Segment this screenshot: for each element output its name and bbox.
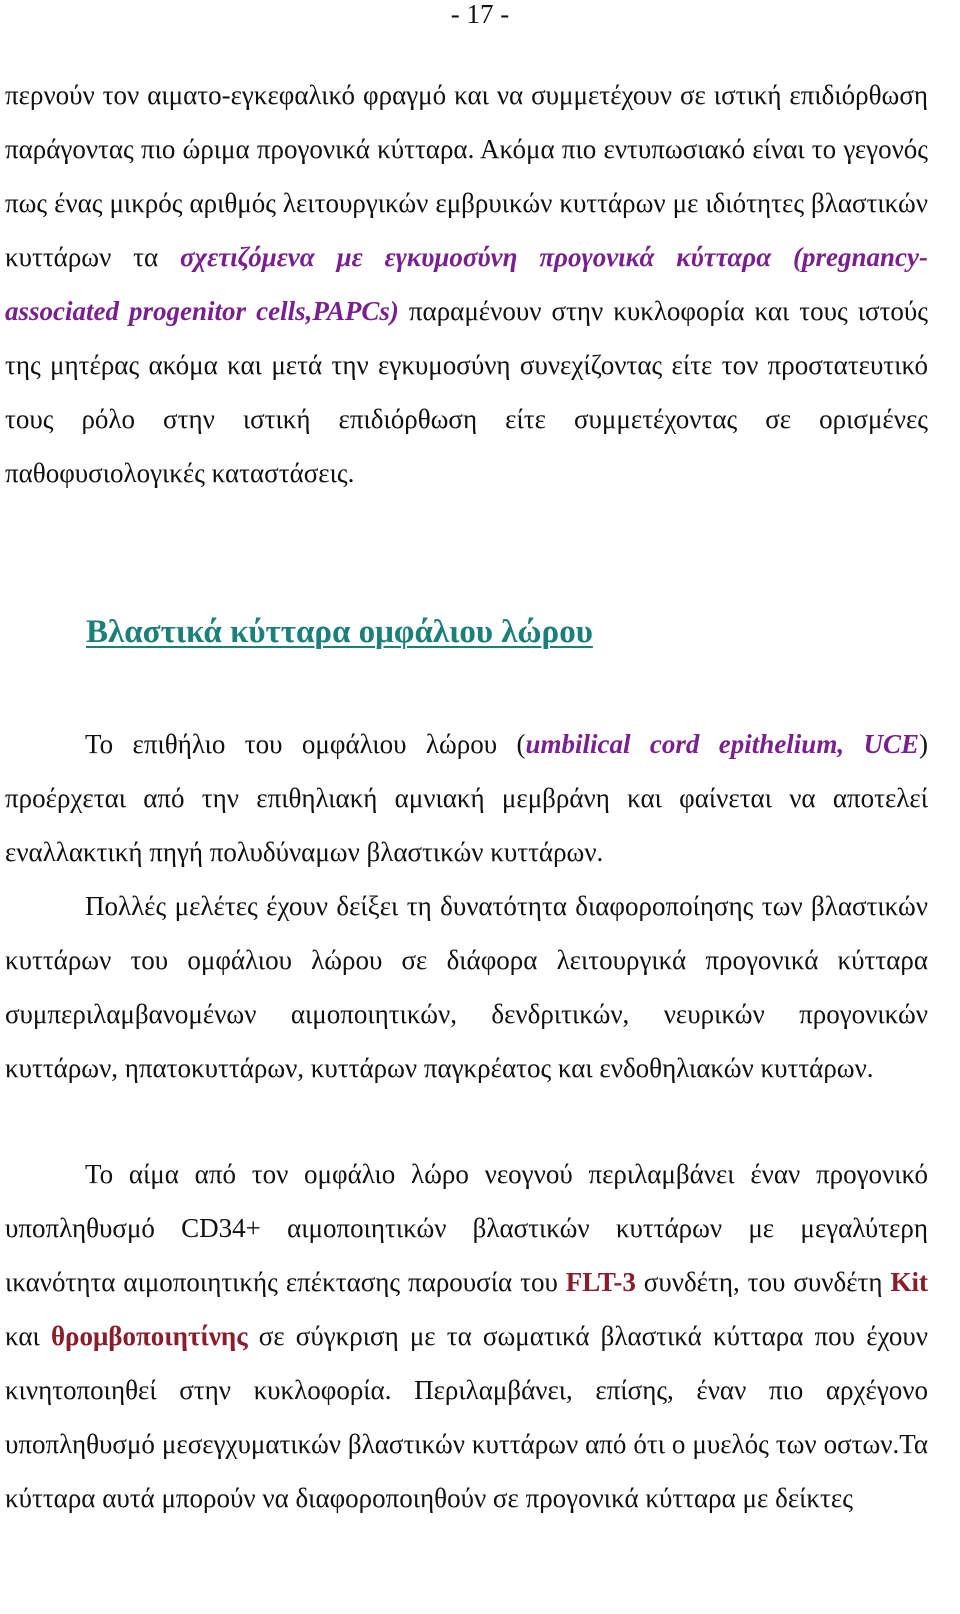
paragraph-differentiation: Πολλές μελέτες έχουν δείξει τη δυνατότητα διαφοροποίησης των βλαστικών κυττάρων του ομφάλιου λώρου σε διάφορα λειτουργικά προγονικά κύτταρα συμπεριλαμβανομένων αιμοποιητικών, δενδριτικών, νευρικών προγονικών κυττάρων, ηπατοκυττάρων, κυττάρων παγκρέατος και ενδοθηλιακών κυττάρων.	[5, 891, 928, 1083]
paragraph-text: Το αίμα από τον ομφάλιο λώρο νεογνού περιλαμβάνει έναν προγονικό υποπληθυσμό CD34+ αιμοποιητικών βλαστικών κυττάρων με μεγαλύτερη ικανότητα αιμοποιητικής επέκτασης παρουσία του	[5, 1159, 928, 1297]
paragraph-text: παραμένουν στην κυκλοφορία και τους ιστούς της μητέρας ακόμα και μετά την εγκυμοσύνη συνεχίζοντας είτε τον προστατευτικό τους ρόλο στην ιστική επιδιόρθωση είτε συμμετέχοντας σε ορισμένες παθοφυσιολογικές καταστάσεις.	[5, 296, 928, 488]
highlighted-term-flt3: FLT-3	[565, 1267, 636, 1297]
paragraph-text: και	[5, 1321, 51, 1351]
paragraph-umbilical-cord-epithelium	[5, 717, 928, 879]
paragraph-text: περνούν τον αιματο-εγκεφαλικό φραγμό και να συμμετέχουν σε ιστική επιδιόρθωση παράγοντας πιο ώριμα προγονικά κύτταρα. Ακόμα πιο εντυπωσιακό είναι το γεγονός πως ένας μικρός αριθμός λειτουργικών εμβρυικών κυττάρων με ιδιότητες βλαστικών κυττάρων τα	[5, 80, 928, 272]
highlighted-term: umbilical cord epithelium, UCE	[525, 729, 919, 759]
page-number: - 17 -	[450, 0, 510, 29]
highlighted-term: σχετιζόμενα με εγκυμοσύνη προγονικά κύτταρα (pregnancy-associated progenitor cells,PAPCs)	[5, 242, 928, 326]
paragraph-text: ) προέρχεται από την επιθηλιακή αμνιακή μεμβράνη και φαίνεται να αποτελεί εναλλακτική πηγή πολυδύναμων βλαστικών κυττάρων.	[5, 729, 928, 867]
paragraph-continued	[5, 68, 928, 500]
paragraph-cord-blood	[5, 1147, 928, 1525]
highlighted-term-thrombopoietin: θρομβοποιητίνης	[50, 1321, 248, 1351]
highlighted-term-kit: Kit	[890, 1267, 928, 1297]
paragraph-text: συνδέτη, του συνδέτη	[635, 1267, 891, 1297]
paragraph-text: σε σύγκριση με τα σωματικά βλαστικά κύτταρα που έχουν κινητοποιηθεί στην κυκλοφορία. Περιλαμβάνει, επίσης, έναν πιο αρχέγονο υποπληθυσμό μεσεγχυματικών βλαστικών κυττάρων από ότι ο μυελός των οστων.Τα κύτταρα αυτά μπορούν να διαφοροποιηθούν σε προγονικά κύτταρα με δείκτες	[5, 1321, 928, 1513]
paragraph-text: Το επιθήλιο του ομφάλιου λώρου (	[85, 729, 526, 759]
section-heading: Βλαστικά κύτταρα ομφάλιου λώρου	[86, 614, 593, 650]
